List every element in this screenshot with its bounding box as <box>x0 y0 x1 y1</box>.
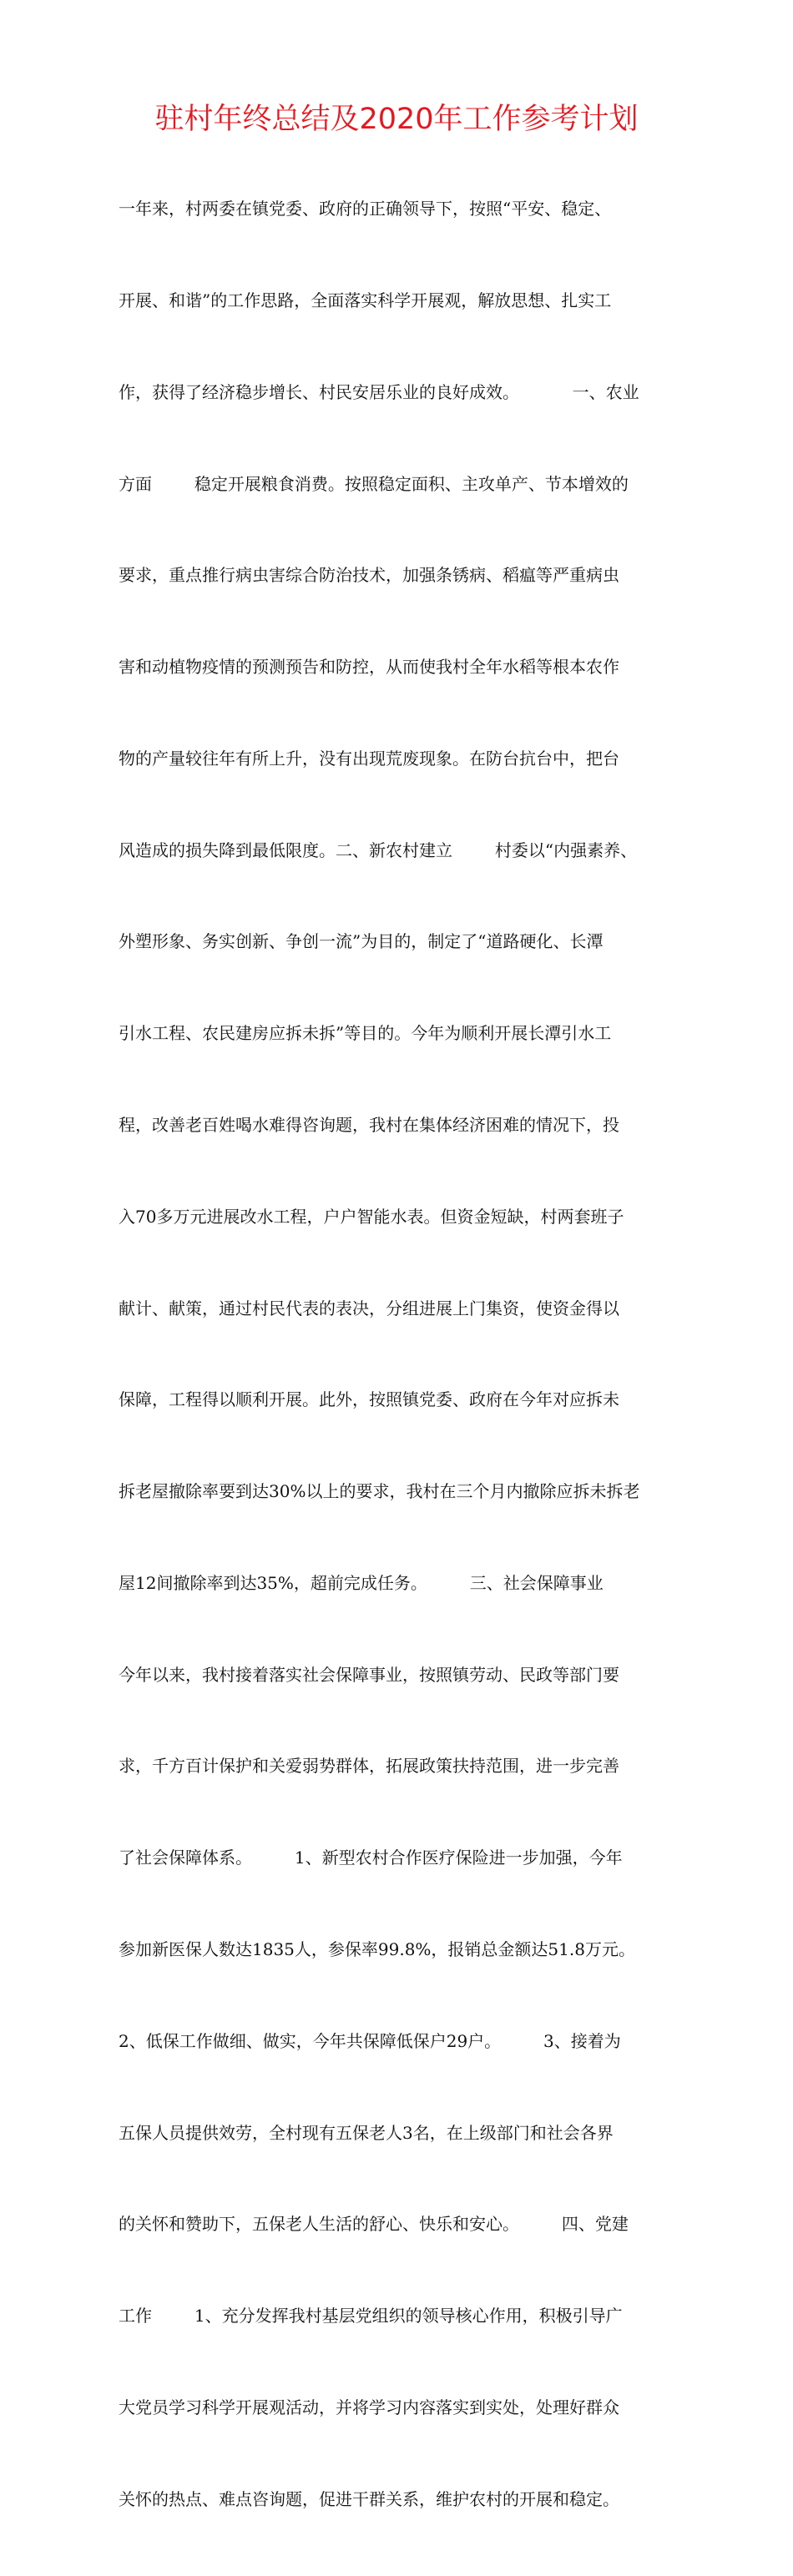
body-line: 要求，重点推行病虫害综合防治技术，加强条锈病、稻瘟等严重病虫 <box>119 565 619 586</box>
body-line: 拆老屋撤除率要到达30%以上的要求，我村在三个月内撤除应拆未拆老 <box>119 1481 640 1502</box>
body-line: 一年来，村两委在镇党委、政府的正确领导下，按照“平安、稳定、 <box>119 199 612 219</box>
body-line: 引水工程、农民建房应拆未拆”等目的。今年为顺利开展长潭引水工 <box>119 1023 612 1044</box>
body-line: 今年以来，我村接着落实社会保障事业，按照镇劳动、民政等部门要 <box>119 1664 619 1685</box>
body-line: 保障，工程得以顺利开展。此外，按照镇党委、政府在今年对应拆未 <box>119 1389 619 1410</box>
body-line: 参加新医保人数达1835人，参保率99.8%，报销总金额达51.8万元。 <box>119 1939 635 1960</box>
body-line: 风造成的损失降到最低限度。二、新农村建立 村委以“内强素养、 <box>119 839 638 860</box>
body-line: 开展、和谐”的工作思路，全面落实科学开展观，解放思想、扎实工 <box>119 290 612 310</box>
body-line: 外塑形象、务实创新、争创一流”为目的，制定了“道路硬化、长潭 <box>119 931 604 952</box>
body-line: 作，获得了经济稳步增长、村民安居乐业的良好成效。 一、农业 <box>119 381 639 402</box>
body-line: 工作 1、充分发挥我村基层党组织的领导核心作用，积极引导广 <box>119 2306 623 2326</box>
body-line: 求，千方百计保护和关爱弱势群体，拓展政策扶持范围，进一步完善 <box>119 1756 619 1777</box>
body-line: 屋12间撤除率到达35%，超前完成任务。 三、社会保障事业 <box>119 1572 604 1593</box>
body-line: 了社会保障体系。 1、新型农村合作医疗保险进一步加强，今年 <box>119 1848 623 1868</box>
body-line: 2、低保工作做细、做实，今年共保障低保户29户。 3、接着为 <box>119 2030 621 2051</box>
body-line: 大党员学习科学开展观活动，并将学习内容落实到实处，处理好群众 <box>119 2397 619 2417</box>
body-line: 入70多万元进展改水工程，户户智能水表。但资金短缺，村两套班子 <box>119 1206 624 1227</box>
body-line: 物的产量较往年有所上升，没有出现荒废现象。在防台抗台中，把台 <box>119 748 619 769</box>
body-line: 的关怀和赞助下，五保老人生活的舒心、快乐和安心。 四、党建 <box>119 2214 629 2235</box>
body-line: 五保人员提供效劳，全村现有五保老人3名，在上级部门和社会各界 <box>119 2122 614 2143</box>
document-body <box>119 133 678 2576</box>
body-line: 害和动植物疫情的预测预告和防控，从而使我村全年水稻等根本农作 <box>119 657 619 678</box>
body-line: 程，改善老百姓喝水难得咨询题，我村在集体经济困难的情况下，投 <box>119 1115 619 1135</box>
document-title: 驻村年终总结及2020年工作参考计划 <box>154 103 639 136</box>
body-line: 献计、献策，通过村民代表的表决，分组进展上门集资，使资金得以 <box>119 1298 619 1318</box>
body-line: 关怀的热点、难点咨询题，促进干群关系，维护农村的开展和稳定。 <box>119 2488 619 2509</box>
body-line: 方面 稳定开展粮食消费。按照稳定面积、主攻单产、节本增效的 <box>119 473 629 494</box>
